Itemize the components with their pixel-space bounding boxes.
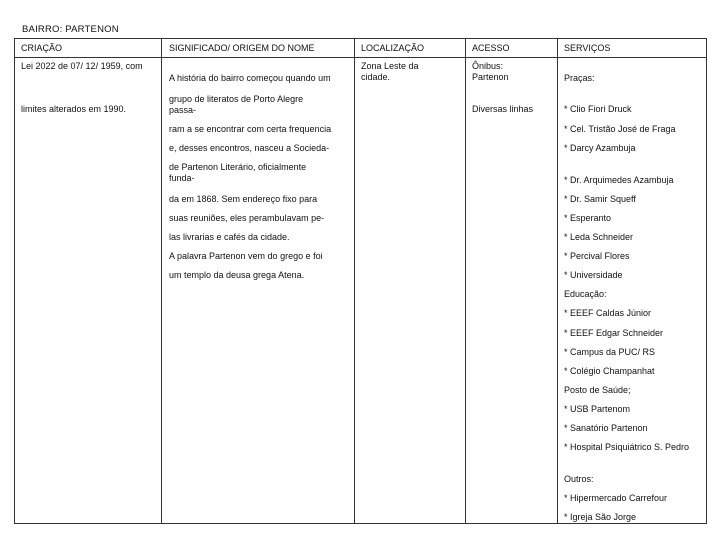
servicos-item: * Cel. Tristão José de Fraga [564, 124, 676, 134]
significado-line: de Partenon Literário, oficialmente funda- [169, 162, 307, 183]
servicos-item: * Clio Fiori Druck [564, 104, 632, 114]
servicos-item: * Dr. Arquimedes Azambuja [564, 175, 674, 185]
significado-line: ram a se encontrar com certa frequencia [169, 124, 332, 134]
servicos-section-heading: Educação: [564, 289, 607, 299]
servicos-section-heading: Praças: [564, 73, 595, 83]
servicos-item: * Hipermercado Carrefour [564, 493, 668, 503]
servicos-item: * Colégio Champanhat [564, 366, 655, 376]
servicos-item: * Dr. Samir Squeff [564, 194, 636, 204]
header-divider [14, 57, 707, 58]
significado-line: grupo de literatos de Porto Alegre passa- [169, 94, 304, 115]
significado-line: um templo da deusa grega Atena. [169, 270, 305, 280]
significado-line: da em 1868. Sem endereço fixo para [169, 194, 318, 204]
servicos-item: * EEEF Caldas Júnior [564, 308, 652, 318]
header-criacao: CRIAÇÃO [21, 43, 63, 53]
column-divider [354, 38, 355, 524]
page-title: BAIRRO: PARTENON [22, 24, 119, 35]
header-significado: SIGNIFICADO/ ORIGEM DO NOME [169, 43, 315, 53]
criacao-law-text: Lei 2022 de 07/ 12/ 1959, com [21, 61, 143, 71]
significado-line: A história do bairro começou quando um [169, 73, 331, 83]
servicos-item: * EEEF Edgar Schneider [564, 328, 664, 338]
servicos-item: * USB Partenom [564, 404, 631, 414]
significado-line: e, desses encontros, nasceu a Socieda- [169, 143, 330, 153]
servicos-section-heading: Posto de Saúde; [564, 385, 631, 395]
header-localizacao: LOCALIZAÇÃO [361, 43, 425, 53]
servicos-item: * Hospital Psiquiátrico S. Pedro [564, 442, 690, 452]
localizacao-text: Zona Leste da cidade. [361, 61, 419, 82]
header-acesso: ACESSO [472, 43, 510, 53]
acesso-onibus: Ônibus: Partenon [472, 61, 509, 82]
acesso-linhas: Diversas linhas [472, 104, 534, 114]
servicos-item: * Sanatório Partenon [564, 423, 648, 433]
servicos-item: * Percival Flores [564, 251, 630, 261]
criacao-limits-text: limites alterados em 1990. [21, 104, 127, 114]
column-divider [557, 38, 558, 524]
servicos-item: * Darcy Azambuja [564, 143, 636, 153]
servicos-section-heading: Outros: [564, 474, 594, 484]
significado-line: A palavra Partenon vem do grego e foi [169, 251, 323, 261]
servicos-item: * Leda Schneider [564, 232, 634, 242]
servicos-item: * Campus da PUC/ RS [564, 347, 656, 357]
column-divider [161, 38, 162, 524]
servicos-item: * Universidade [564, 270, 623, 280]
servicos-item: * Igreja São Jorge [564, 512, 637, 522]
header-servicos: SERVIÇOS [564, 43, 611, 53]
column-divider [465, 38, 466, 524]
significado-line: suas reuniões, eles perambulavam pe- [169, 213, 325, 223]
servicos-item: * Esperanto [564, 213, 612, 223]
significado-line: las livrarias e cafés da cidade. [169, 232, 290, 242]
